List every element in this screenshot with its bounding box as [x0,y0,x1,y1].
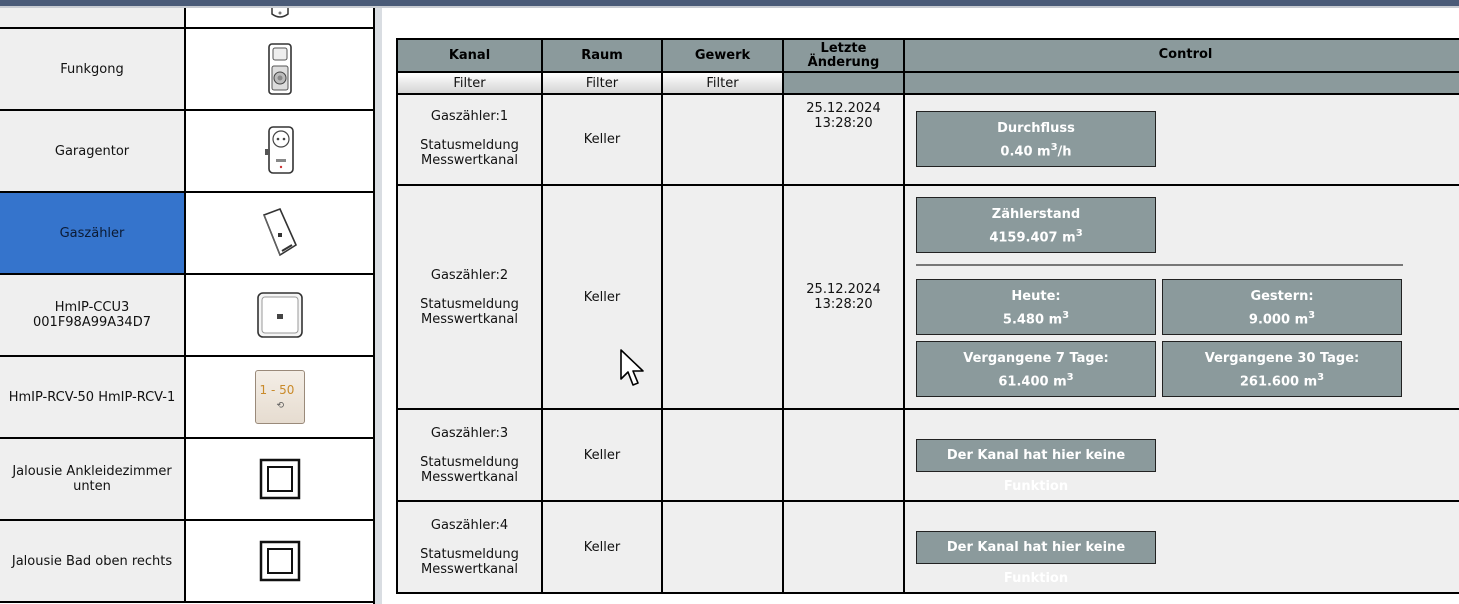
date-text: 25.12.2024 [806,282,881,297]
raum-cell: Keller [542,94,662,185]
control-value: 9.000 [1248,312,1291,328]
device-row-ccu3[interactable] [0,275,373,357]
device-row-funkgong[interactable] [0,29,373,111]
filter-button-gewerk[interactable]: Filter [662,72,783,94]
control-title: Vergangene 7 Tage: [963,351,1109,366]
channel-type: Messwertkanal [421,311,518,327]
device-name: HmIP-CCU3 001F98A99A34D7 [0,275,186,355]
channel-type: Messwertkanal [421,469,518,485]
gewerk-cell [662,94,783,185]
device-name: Jalousie Bad oben rechts [0,521,186,601]
control-cell [904,185,1459,409]
splitter[interactable] [375,8,382,604]
device-name: Funkgong [0,29,186,109]
separator [916,264,1403,266]
device-row-jalousie-bad[interactable] [0,521,373,603]
control-title: Heute: [1011,289,1061,304]
table-row [397,409,1459,501]
column-header-raum[interactable]: Raum [542,39,662,72]
control-unit-exponent: 3 [1308,310,1316,321]
device-row-garagentor[interactable] [0,111,373,193]
header-line-2: Änderung [807,54,880,70]
filter-empty [904,72,1459,94]
control-title: Zählerstand [991,207,1081,222]
control-value-line [917,228,1155,245]
kanal-cell [397,94,542,185]
channel-type: Messwertkanal [421,561,518,577]
date-text: 25.12.2024 [806,101,881,116]
control-value-line [1163,372,1401,389]
table-row [397,94,1459,185]
column-header-control: Control [904,39,1459,72]
control-title: Durchfluss [997,121,1075,136]
device-row-rcv[interactable] [0,357,373,439]
device-name: Garagentor [0,111,186,191]
gestern-box [1162,279,1402,335]
time-text: 13:28:20 [814,116,873,131]
channel-panel [382,8,1459,604]
gong-icon [186,29,373,109]
device-name: Jalousie Ankleidezimmer unten [0,439,186,519]
heute-box [916,279,1156,335]
last-change-cell [783,94,904,185]
column-header-gewerk[interactable]: Gewerk [662,39,783,72]
filter-empty [783,72,904,94]
channel-name[interactable]: Gaszähler:2 [430,267,509,283]
virtual-remote-icon [186,357,373,437]
device-list [0,8,373,604]
control-title: Gestern: [1250,289,1314,304]
gewerk-cell [662,409,783,501]
arrow-icon: ⟲ [276,401,285,411]
channel-type: Statusmeldung [420,546,519,562]
channel-type: Statusmeldung [420,296,519,312]
ccu3-icon [186,275,373,355]
column-header-letzte-aenderung[interactable] [783,39,904,72]
raum-cell: Keller [542,185,662,409]
filter-button-kanal[interactable]: Filter [397,72,542,94]
raum-cell: Keller [542,409,662,501]
channel-name[interactable]: Gaszähler:4 [430,517,509,533]
control-value: 61.400 [998,374,1049,390]
gewerk-cell [662,185,783,409]
no-function-label: Der Kanal hat hier keine Funktion [916,531,1156,564]
control-cell [904,409,1459,501]
device-row-gaszaehler[interactable] [0,193,373,275]
kanal-cell [397,501,542,593]
column-header-kanal[interactable]: Kanal [397,39,542,72]
control-unit-exponent: 3 [1062,310,1070,321]
control-value-line [917,142,1155,159]
time-text: 13:28:20 [814,297,873,312]
control-unit-exponent: 3 [1050,142,1058,153]
rcv-label: 1 - 50 [259,383,295,397]
control-title: Vergangene 30 Tage: [1204,351,1360,366]
no-function-label: Der Kanal hat hier keine Funktion [916,439,1156,472]
last-change-cell [783,409,904,501]
control-value-line [917,310,1155,327]
vergangene-7-tage-box [916,341,1156,397]
table-row [397,185,1459,409]
control-value-line [917,372,1155,389]
zaehlerstand-box [916,197,1156,253]
kanal-cell [397,185,542,409]
channel-table [396,38,1459,594]
control-cell [904,501,1459,593]
last-change-cell [783,185,904,409]
control-value-line [1163,310,1401,327]
last-change-cell [783,501,904,593]
channel-type: Statusmeldung [420,138,519,153]
device-row[interactable] [0,8,373,29]
channel-name[interactable]: Gaszähler:1 [430,109,509,124]
control-unit: m [1303,374,1318,390]
device-name [0,8,186,27]
control-unit-exponent: 3 [1066,372,1074,383]
mouse-cursor-icon [620,349,648,389]
control-value: 4159.407 [989,230,1058,246]
control-unit: m [1294,312,1309,328]
gewerk-cell [662,501,783,593]
control-cell [904,94,1459,185]
device-row-jalousie-ankleide[interactable] [0,439,373,521]
durchfluss-box [916,111,1156,167]
wall-switch-icon [186,521,373,601]
control-unit: m [1062,230,1076,246]
vergangene-30-tage-box [1162,341,1402,397]
channel-type: Messwertkanal [421,153,518,168]
gas-meter-sensor-icon [186,193,373,273]
plug-actuator-icon [186,111,373,191]
control-unit-exponent: 3 [1317,372,1325,383]
channel-name[interactable]: Gaszähler:3 [430,425,509,441]
channel-type: Statusmeldung [420,454,519,470]
control-value: 0.40 [1000,144,1033,160]
control-unit: m [1037,144,1051,160]
device-icon [186,8,373,27]
control-value: 5.480 [1002,312,1045,328]
header-line-1: Letzte [820,40,867,56]
table-row [397,501,1459,593]
control-value: 261.600 [1239,374,1300,390]
wall-switch-icon [186,439,373,519]
filter-button-raum[interactable]: Filter [542,72,662,94]
kanal-cell [397,409,542,501]
control-unit-suffix: /h [1057,144,1072,160]
device-name: Gaszähler [0,193,186,273]
control-unit: m [1048,312,1063,328]
control-unit: m [1053,374,1067,390]
control-unit-exponent: 3 [1075,228,1083,239]
device-name: HmIP-RCV-50 HmIP-RCV-1 [0,357,186,437]
raum-cell: Keller [542,501,662,593]
